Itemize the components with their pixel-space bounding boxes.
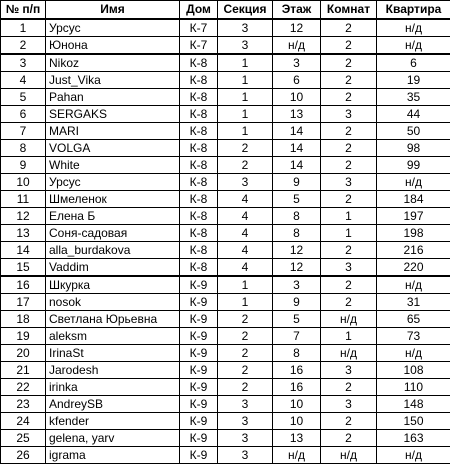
cell-name: aleksm	[46, 328, 180, 345]
table-row	[1, 140, 450, 157]
cell-section: 2	[218, 311, 273, 328]
header-row	[1, 1, 450, 20]
cell-apartment: 73	[377, 328, 450, 345]
cell-section: 3	[218, 430, 273, 447]
cell-rooms: 2	[321, 242, 377, 259]
cell-house: К-8	[180, 54, 218, 72]
cell-floor: 3	[273, 54, 321, 72]
cell-apartment: н/д	[377, 37, 450, 55]
cell-house: К-8	[180, 174, 218, 191]
cell-rooms: 2	[321, 89, 377, 106]
cell-floor: 9	[273, 294, 321, 311]
cell-floor: 12	[273, 259, 321, 277]
table-row	[1, 311, 450, 328]
cell-number: 12	[1, 208, 46, 225]
cell-section: 1	[218, 89, 273, 106]
cell-house: К-9	[180, 276, 218, 294]
cell-house: К-8	[180, 208, 218, 225]
table-row	[1, 225, 450, 242]
cell-number: 10	[1, 174, 46, 191]
cell-floor: 3	[273, 276, 321, 294]
cell-house: К-8	[180, 157, 218, 174]
cell-rooms: 1	[321, 225, 377, 242]
cell-floor: 6	[273, 72, 321, 89]
cell-section: 1	[218, 276, 273, 294]
table-row	[1, 379, 450, 396]
cell-section: 3	[218, 447, 273, 464]
cell-section: 4	[218, 242, 273, 259]
cell-house: К-8	[180, 140, 218, 157]
cell-section: 2	[218, 328, 273, 345]
cell-number: 15	[1, 259, 46, 277]
cell-apartment: 44	[377, 106, 450, 123]
cell-rooms: 3	[321, 396, 377, 413]
cell-number: 21	[1, 362, 46, 379]
cell-house: К-9	[180, 447, 218, 464]
cell-apartment: 163	[377, 430, 450, 447]
cell-apartment: 198	[377, 225, 450, 242]
cell-house: К-7	[180, 19, 218, 37]
table-row	[1, 72, 450, 89]
cell-rooms: 2	[321, 379, 377, 396]
cell-rooms: 1	[321, 208, 377, 225]
cell-rooms: 3	[321, 106, 377, 123]
cell-name: alla_burdakova	[46, 242, 180, 259]
cell-house: К-9	[180, 345, 218, 362]
cell-number: 24	[1, 413, 46, 430]
cell-section: 3	[218, 174, 273, 191]
cell-number: 13	[1, 225, 46, 242]
cell-name: Шмеленок	[46, 191, 180, 208]
cell-floor: 13	[273, 430, 321, 447]
cell-number: 11	[1, 191, 46, 208]
cell-apartment: 65	[377, 311, 450, 328]
cell-floor: 14	[273, 157, 321, 174]
cell-floor: 10	[273, 413, 321, 430]
cell-house: К-9	[180, 430, 218, 447]
cell-house: К-9	[180, 413, 218, 430]
cell-apartment: 220	[377, 259, 450, 277]
cell-apartment: 6	[377, 54, 450, 72]
table-row	[1, 396, 450, 413]
cell-section: 1	[218, 294, 273, 311]
cell-apartment: 184	[377, 191, 450, 208]
cell-name: Nikoz	[46, 54, 180, 72]
cell-apartment: н/д	[377, 447, 450, 464]
cell-rooms: н/д	[321, 345, 377, 362]
cell-name: Just_Vika	[46, 72, 180, 89]
table-row	[1, 174, 450, 191]
cell-house: К-8	[180, 72, 218, 89]
cell-house: К-8	[180, 225, 218, 242]
table-row	[1, 259, 450, 277]
cell-apartment: 148	[377, 396, 450, 413]
cell-section: 2	[218, 345, 273, 362]
cell-number: 1	[1, 19, 46, 37]
cell-number: 17	[1, 294, 46, 311]
cell-rooms: 2	[321, 276, 377, 294]
cell-apartment: 50	[377, 123, 450, 140]
cell-number: 26	[1, 447, 46, 464]
cell-apartment: н/д	[377, 276, 450, 294]
cell-rooms: 2	[321, 37, 377, 55]
cell-rooms: 2	[321, 54, 377, 72]
cell-rooms: 3	[321, 362, 377, 379]
cell-floor: 5	[273, 191, 321, 208]
cell-rooms: 2	[321, 294, 377, 311]
cell-floor: 12	[273, 19, 321, 37]
cell-name: gelena, yarv	[46, 430, 180, 447]
cell-rooms: 3	[321, 174, 377, 191]
cell-floor: 10	[273, 396, 321, 413]
cell-section: 3	[218, 396, 273, 413]
cell-name: IrinaSt	[46, 345, 180, 362]
cell-section: 3	[218, 413, 273, 430]
cell-number: 7	[1, 123, 46, 140]
cell-floor: 14	[273, 123, 321, 140]
cell-rooms: 3	[321, 259, 377, 277]
table-row	[1, 37, 450, 55]
cell-floor: 5	[273, 311, 321, 328]
cell-name: Шкурка	[46, 276, 180, 294]
cell-section: 3	[218, 37, 273, 55]
cell-rooms: 2	[321, 72, 377, 89]
cell-section: 1	[218, 72, 273, 89]
header-floor: Этаж	[273, 1, 321, 20]
cell-section: 2	[218, 379, 273, 396]
cell-house: К-8	[180, 191, 218, 208]
cell-section: 2	[218, 362, 273, 379]
cell-name: VOLGA	[46, 140, 180, 157]
cell-name: SERGAKS	[46, 106, 180, 123]
cell-apartment: 31	[377, 294, 450, 311]
header-rooms: Комнат	[321, 1, 377, 20]
cell-number: 20	[1, 345, 46, 362]
cell-number: 5	[1, 89, 46, 106]
cell-rooms: 1	[321, 328, 377, 345]
cell-apartment: 197	[377, 208, 450, 225]
header-section: Секция	[218, 1, 273, 20]
cell-rooms: 2	[321, 123, 377, 140]
table-row	[1, 123, 450, 140]
table-row	[1, 242, 450, 259]
cell-section: 4	[218, 259, 273, 277]
cell-apartment: н/д	[377, 345, 450, 362]
cell-section: 1	[218, 54, 273, 72]
cell-name: AndreySB	[46, 396, 180, 413]
cell-name: Vaddim	[46, 259, 180, 277]
table-header	[1, 1, 450, 20]
cell-number: 25	[1, 430, 46, 447]
table-row	[1, 294, 450, 311]
cell-number: 2	[1, 37, 46, 55]
cell-apartment: н/д	[377, 174, 450, 191]
table-row	[1, 276, 450, 294]
cell-rooms: 2	[321, 157, 377, 174]
table-row	[1, 328, 450, 345]
cell-number: 18	[1, 311, 46, 328]
cell-floor: 8	[273, 225, 321, 242]
cell-house: К-8	[180, 242, 218, 259]
cell-section: 2	[218, 140, 273, 157]
cell-house: К-8	[180, 89, 218, 106]
cell-section: 2	[218, 157, 273, 174]
cell-apartment: н/д	[377, 19, 450, 37]
cell-rooms: н/д	[321, 447, 377, 464]
cell-house: К-9	[180, 379, 218, 396]
table-row	[1, 191, 450, 208]
cell-number: 8	[1, 140, 46, 157]
cell-section: 4	[218, 191, 273, 208]
cell-house: К-9	[180, 396, 218, 413]
cell-apartment: 216	[377, 242, 450, 259]
header-name: Имя	[46, 1, 180, 20]
cell-apartment: 98	[377, 140, 450, 157]
cell-number: 16	[1, 276, 46, 294]
cell-apartment: 108	[377, 362, 450, 379]
cell-number: 4	[1, 72, 46, 89]
cell-house: К-8	[180, 259, 218, 277]
cell-house: К-9	[180, 328, 218, 345]
cell-name: Юнона	[46, 37, 180, 55]
cell-number: 23	[1, 396, 46, 413]
cell-rooms: н/д	[321, 311, 377, 328]
cell-name: Соня-садовая	[46, 225, 180, 242]
cell-house: К-8	[180, 123, 218, 140]
table-row	[1, 89, 450, 106]
cell-apartment: 99	[377, 157, 450, 174]
cell-rooms: 2	[321, 413, 377, 430]
cell-floor: 10	[273, 89, 321, 106]
cell-floor: 13	[273, 106, 321, 123]
cell-floor: 8	[273, 208, 321, 225]
cell-name: Pahan	[46, 89, 180, 106]
table-row	[1, 208, 450, 225]
cell-number: 9	[1, 157, 46, 174]
table-row	[1, 54, 450, 72]
cell-floor: 7	[273, 328, 321, 345]
cell-floor: 14	[273, 140, 321, 157]
header-apartment: Квартира	[377, 1, 450, 20]
cell-section: 1	[218, 106, 273, 123]
cell-house: К-9	[180, 311, 218, 328]
cell-name: MARI	[46, 123, 180, 140]
cell-section: 4	[218, 208, 273, 225]
table-row	[1, 413, 450, 430]
cell-rooms: 2	[321, 140, 377, 157]
cell-number: 22	[1, 379, 46, 396]
cell-floor: 12	[273, 242, 321, 259]
cell-number: 19	[1, 328, 46, 345]
cell-name: White	[46, 157, 180, 174]
cell-name: Светлана Юрьевна	[46, 311, 180, 328]
cell-section: 4	[218, 225, 273, 242]
cell-name: igrama	[46, 447, 180, 464]
cell-house: К-9	[180, 362, 218, 379]
table-row	[1, 106, 450, 123]
cell-floor: 16	[273, 362, 321, 379]
cell-name: Урсус	[46, 19, 180, 37]
header-house: Дом	[180, 1, 218, 20]
cell-apartment: 19	[377, 72, 450, 89]
cell-apartment: 35	[377, 89, 450, 106]
cell-floor: 8	[273, 345, 321, 362]
cell-house: К-8	[180, 106, 218, 123]
cell-floor: н/д	[273, 37, 321, 55]
table-row	[1, 345, 450, 362]
table-row	[1, 157, 450, 174]
cell-rooms: 2	[321, 191, 377, 208]
header-number: № п/п	[1, 1, 46, 20]
cell-rooms: 2	[321, 19, 377, 37]
cell-number: 14	[1, 242, 46, 259]
cell-rooms: 2	[321, 430, 377, 447]
cell-floor: 16	[273, 379, 321, 396]
table-row	[1, 19, 450, 37]
table-row	[1, 430, 450, 447]
cell-floor: 9	[273, 174, 321, 191]
cell-apartment: 110	[377, 379, 450, 396]
cell-apartment: 150	[377, 413, 450, 430]
cell-section: 3	[218, 19, 273, 37]
cell-number: 3	[1, 54, 46, 72]
cell-section: 1	[218, 123, 273, 140]
cell-name: kfender	[46, 413, 180, 430]
table-body	[1, 19, 450, 464]
table-row	[1, 447, 450, 464]
cell-house: К-7	[180, 37, 218, 55]
cell-name: Jarodesh	[46, 362, 180, 379]
cell-floor: н/д	[273, 447, 321, 464]
cell-number: 6	[1, 106, 46, 123]
cell-name: irinka	[46, 379, 180, 396]
cell-name: Елена Б	[46, 208, 180, 225]
cell-name: nosok	[46, 294, 180, 311]
cell-name: Урсус	[46, 174, 180, 191]
cell-house: К-9	[180, 294, 218, 311]
table-row	[1, 362, 450, 379]
